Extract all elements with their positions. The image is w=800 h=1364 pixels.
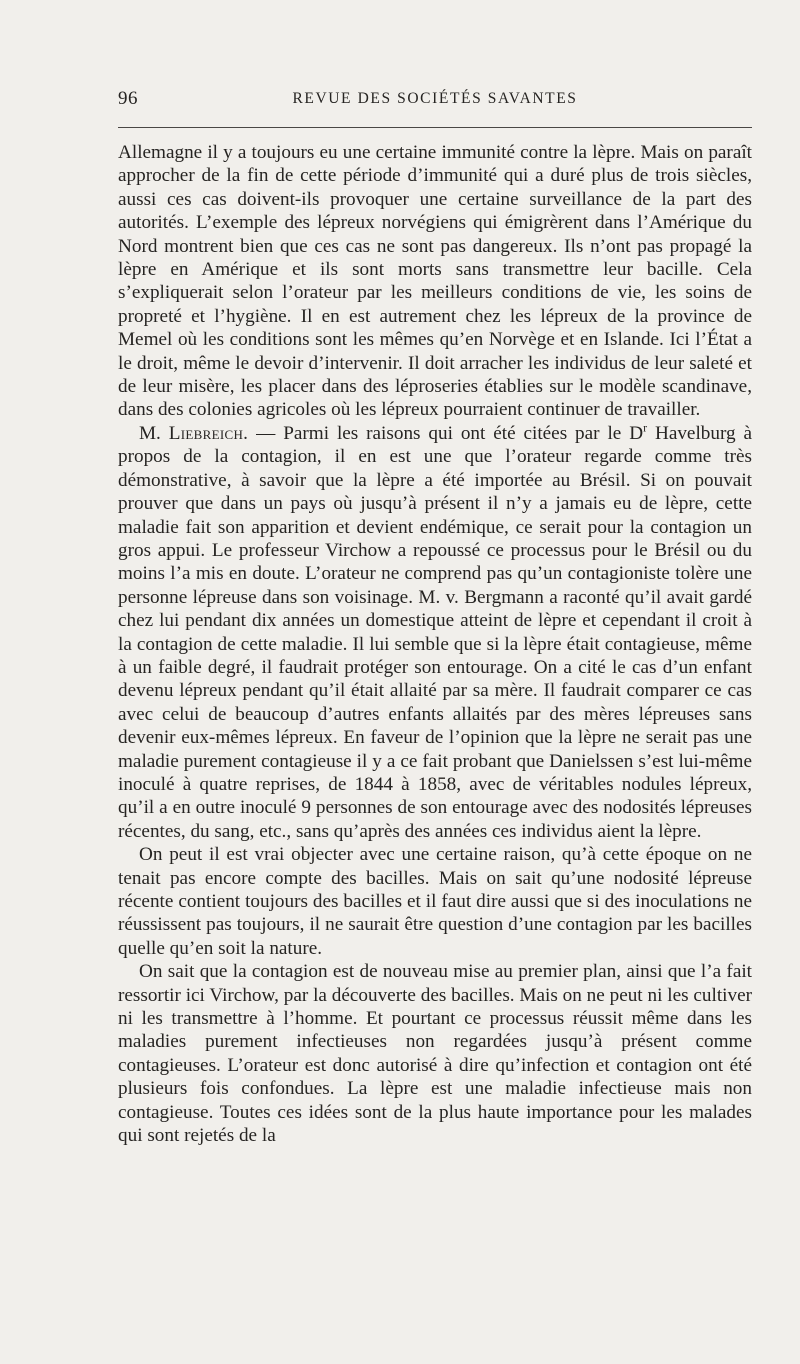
journal-title: REVUE DES SOCIÉTÉS SAVANTES (292, 90, 578, 107)
paragraph-liebreich (118, 422, 752, 843)
running-head (118, 88, 752, 112)
paragraph-contagion: On sait que la contagion est de nouveau mise au premier plan, ainsi que l’a fait ressortir ici Virchow, par la découverte des bacilles. Mais on ne peut ni les cultiver ni les transmettre à l’homme. Et pourtant ce processus réussit même dans les maladies purement infectieuses non regardées jusqu’à présent comme contagieuses. L’orateur est donc autorisé à dire qu’infection et contagion ont été plusieurs fois confondues. La lèpre est une maladie infectieuse mais non contagieuse. Toutes ces idées sont de la plus haute importance pour les malades qui sont rejetés de la (118, 961, 752, 1147)
paragraph-lead-text: — Parmi les raisons qui ont été citées par le D (248, 422, 644, 444)
page-number: 96 (118, 88, 138, 109)
body-text (118, 141, 752, 1147)
paragraph-body-text: Havelburg à propos de la contagion, il en est une que l’orateur regarde comme très démonstrative, à savoir que la lèpre a été importée au Brésil. Si on pouvait prouver que dans un pays où jusqu’à présent il n’y a jamais eu de lèpre, cette maladie fait son apparition et devient endémique, ce serait pour la contagion un gros appui. Le professeur Virchow a repoussé ce processus pour le Brésil ou du moins l’a mis en doute. L’orateur ne comprend pas qu’un contagioniste tolère une personne lépreuse dans son voisinage. M. v. Bergmann a raconté qu’il avait gardé chez lui pendant dix années un domestique atteint de lèpre et cependant il croit à la contagion de cette maladie. Il lui semble que si la lèpre était contagieuse, même à un faible degré, il faudrait protéger son entourage. On a cité le cas d’un enfant devenu lépreux pendant qu’il était allaité par sa mère. Il faudrait comparer ce cas avec celui de beaucoup d’autres enfants allaités par des mères lépreuses sans devenir eux-mêmes lépreux. En faveur de l’opinion que la lèpre ne serait pas une maladie purement contagieuse il y a ce fait probant que Danielssen s’est lui-même inoculé à quatre reprises, de 1844 à 1858, avec de véritables nodules lépreux, qu’il a en outre inoculé 9 personnes de son entourage avec des nodosités lépreuses récentes, du sang, etc., sans qu’après des années ces individus aient la lèpre. (118, 422, 753, 842)
speaker-prefix: M. (139, 422, 169, 444)
paragraph-objection: On peut il est vrai objecter avec une certaine raison, qu’à cette époque on ne tenait pas encore compte des bacilles. Mais on sait qu’une nodosité lépreuse récente contient toujours des bacilles et il faut dire aussi que si des inoculations ne réussissent pas toujours, il ne saurait être question d’une contagion par les bacilles quelle qu’en soit la nature. (118, 844, 752, 959)
doctor-abbreviation-superscript: r (643, 420, 648, 435)
header-rule (118, 127, 752, 128)
speaker-name: Liebreich. (168, 422, 249, 444)
paragraph-continuation: Allemagne il y a toujours eu une certaine immunité contre la lèpre. Mais on paraît approcher de la fin de cette période d’immunité qui a duré plus de trois siècles, aussi ces cas doivent-ils provoquer une certaine surveillance de la part des autorités. L’exemple des lépreux norvégiens qui émigrèrent dans l’Amérique du Nord montrent bien que ces cas ne sont pas dangereux. Ils n’ont pas propagé la lèpre en Amérique et ils sont morts sans transmettre leur bacille. Cela s’expliquerait selon l’orateur par les meilleurs conditions de vie, les soins de propreté et l’hygiène. Il en est autrement chez les lépreux de la province de Memel où les conditions sont les mêmes qu’en Norvège et en Islande. Ici l’État a le droit, même le devoir d’intervenir. Il doit arracher les individus de leur saleté et de leur misère, les placer dans des léproseries établies sur le modèle scandinave, dans des colonies agricoles où les lépreux pourraient continuer de travailler. (118, 142, 752, 421)
